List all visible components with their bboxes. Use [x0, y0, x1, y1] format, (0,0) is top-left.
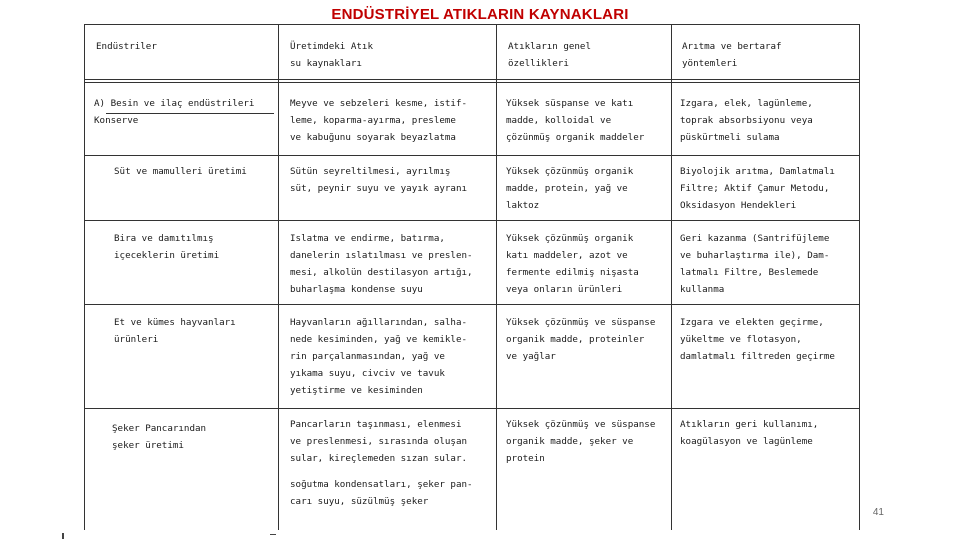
slide-title: ENDÜSTRİYEL ATIKLARIN KAYNAKLARI	[331, 6, 629, 23]
row-properties: Yüksek süspanse ve katı madde, kolloidal ve çözünmüş organik maddeler	[506, 98, 645, 143]
table-rule	[496, 24, 497, 530]
table-rule	[84, 408, 860, 409]
row-properties: Yüksek çözünmüş ve süspanse organik madde, şeker ve protein	[506, 419, 656, 464]
row-industry: Süt ve mamulleri üretimi	[114, 166, 247, 177]
row-properties: Yüksek çözünmüş organik katı maddeler, azot ve fermente edilmiş nişasta veya onların ürünleri	[506, 233, 639, 295]
row-sources: Hayvanların ağıllarından, salha- nede kesiminden, yağ ve kemikle- rin parçalanmasından, yağ ve yıkama suyu, civciv ve tavuk yetiştirme ve kesiminden	[290, 317, 468, 396]
table-rule	[84, 82, 860, 83]
row-treatment: Geri kazanma (Santrifüjleme ve buharlaştırma ile), Dam- latmalı Filtre, Beslemede kullanma	[680, 233, 830, 295]
row-sources: Meyve ve sebzeleri kesme, istif- leme, koparma-ayırma, presleme ve kabuğunu soyarak beyazlatma	[290, 98, 468, 143]
table-rule	[671, 24, 672, 530]
header-waste-sources: Üretimdeki Atık su kaynakları	[290, 41, 373, 69]
row-treatment: Izgara ve elekten geçirme, yükeltme ve flotasyon, damlatmalı filtreden geçirme	[680, 317, 835, 362]
header-treatment: Arıtma ve bertaraf yöntemleri	[682, 41, 782, 69]
scan-speck	[270, 534, 276, 535]
row-industry: Şeker Pancarından şeker üretimi	[112, 423, 207, 451]
table-rule	[84, 24, 85, 530]
table-rule	[859, 24, 860, 530]
row-industry: A) Besin ve ilaç endüstrileri Konserve	[94, 98, 255, 126]
row-industry: Bira ve damıtılmış içeceklerin üretimi	[114, 233, 220, 261]
table-rule	[84, 24, 860, 25]
table-rule	[84, 155, 860, 156]
row-sources: Sütün seyreltilmesi, ayrılmış süt, peynir suyu ve yayık ayranı	[290, 166, 468, 194]
scan-speck	[62, 533, 64, 539]
table-rule	[84, 304, 860, 305]
row-properties: Yüksek çözünmüş ve süspanse organik madde, proteinler ve yağlar	[506, 317, 656, 362]
header-industries: Endüstriler	[96, 41, 157, 52]
row-sources: Islatma ve endirme, batırma, danelerin ıslatılması ve preslen- mesi, alkolün destilasyon artığı, buharlaşma kondense suyu	[290, 233, 473, 295]
row-industry: Et ve kümes hayvanları ürünleri	[114, 317, 236, 345]
page-number: 41	[872, 507, 884, 518]
table-rule	[278, 24, 279, 530]
row-sources: Pancarların taşınması, elenmesi ve preslenmesi, sırasında oluşan sular, kireçlemeden sızan sular. soğutma kondensatları, şeker pan- carı suyu, süzülmüş şeker	[290, 419, 473, 507]
row-treatment: Biyolojik arıtma, Damlatmalı Filtre; Aktif Çamur Metodu, Oksidasyon Hendekleri	[680, 166, 835, 211]
row-treatment: Atıkların geri kullanımı, koagülasyon ve lagünleme	[680, 419, 819, 447]
row-treatment: Izgara, elek, lagünleme, toprak absorbsiyonu veya püskürtmeli sulama	[680, 98, 813, 143]
table-rule	[84, 220, 860, 221]
header-properties: Atıkların genel özellikleri	[508, 41, 591, 69]
scanned-table	[84, 24, 860, 530]
row-properties: Yüksek çözünmüş organik madde, protein, yağ ve laktoz	[506, 166, 634, 211]
table-rule	[84, 79, 860, 80]
